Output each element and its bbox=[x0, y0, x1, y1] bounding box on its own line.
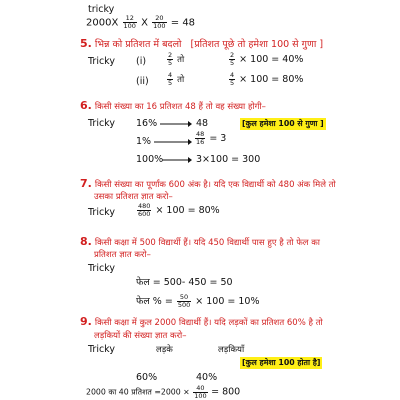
top-fraction-2: $\frac{20}{100}$ bbox=[153, 14, 166, 30]
q9-tricky: Tricky bbox=[88, 344, 115, 355]
q5-ii-given: $\frac{4}{5}$ तो bbox=[168, 71, 185, 87]
q9-line1: किसी कक्षा में कुल 2000 विद्यार्थी हैं। यदि लड़कों का प्रतिशत 60% है तो bbox=[94, 318, 323, 328]
q5-i-result: $\frac{2}{5}$ × 100 = 40% bbox=[230, 51, 304, 67]
q9-col-boys: लड़के bbox=[156, 345, 173, 355]
arrow-icon bbox=[160, 123, 192, 127]
q5-i-label: (i) bbox=[136, 56, 147, 67]
q5-heading bbox=[80, 38, 323, 51]
q6-heading bbox=[80, 100, 266, 113]
q5-ii-result: $\frac{4}{5}$ × 100 = 80% bbox=[230, 71, 304, 87]
q5-ii-label: (ii) bbox=[136, 76, 149, 87]
q9-heading bbox=[80, 316, 323, 329]
q7-number: 7. bbox=[80, 177, 92, 190]
q5-number: 5. bbox=[80, 37, 92, 50]
q9-number: 9. bbox=[80, 315, 92, 328]
q6-title: किसी संख्या का 16 प्रतिशत 48 हैं तो वह संख्या होगी– bbox=[94, 102, 266, 112]
q6-line3-right: 3×100 = 300 bbox=[196, 154, 261, 165]
q6-line2-right: $\frac{48}{16}$ = 3 bbox=[196, 130, 227, 146]
arrow-icon bbox=[162, 159, 192, 163]
q6-number: 6. bbox=[80, 99, 92, 112]
q9-calculation: 2000 का 40 प्रतिशत =2000 × $\frac{40}{100}$ = 800 bbox=[86, 384, 241, 400]
q9-percent-boys: 60% bbox=[136, 372, 158, 383]
q6-line1-right: 48 bbox=[196, 118, 209, 129]
top-calculation: 2000X $\frac{12}{100}$ X $\frac{20}{100}$ = 48 bbox=[86, 14, 196, 30]
q6-line3-left: 100% bbox=[136, 154, 164, 165]
q9-highlight-note: [कुल हमेशा 100 होता है] bbox=[242, 358, 321, 367]
q8-fail-line: फेल = 500- 450 = 50 bbox=[136, 277, 233, 288]
q5-i-given: $\frac{2}{5}$ तो bbox=[168, 51, 185, 67]
q8-heading bbox=[80, 236, 320, 249]
q5-note: [प्रतिशत पूछे तो हमेशा 100 से गुणा ] bbox=[190, 39, 324, 50]
q7-tricky: Tricky bbox=[88, 207, 115, 218]
q8-tricky: Tricky bbox=[88, 263, 115, 274]
arrow-icon bbox=[154, 141, 192, 145]
q9-line2: लड़कियों की संख्या ज्ञात करो– bbox=[94, 331, 187, 341]
q8-line2: प्रतिशत ज्ञात करो– bbox=[94, 250, 151, 260]
q6-highlight-note: [कुल हमेशा 100 से गुणा ] bbox=[242, 119, 324, 128]
q7-line2: उसका प्रतिशत ज्ञात करो– bbox=[94, 192, 173, 202]
q6-line2-left: 1% bbox=[136, 136, 152, 147]
q7-heading bbox=[80, 178, 336, 191]
q9-col-girls: लड़कियाँ bbox=[218, 345, 245, 355]
q6-tricky: Tricky bbox=[88, 118, 115, 129]
q7-line1: किसी संख्या का पूर्णांक 600 अंक है। यदि एक विद्यार्थी को 480 अंक मिले तो bbox=[94, 180, 336, 190]
q6-line1-left: 16% bbox=[136, 118, 158, 129]
q7-calculation: $\frac{480}{600}$ × 100 = 80% bbox=[138, 202, 220, 218]
q5-title: भिन्न को प्रतिशत में बदलो bbox=[94, 39, 182, 50]
top-fraction-1: $\frac{12}{100}$ bbox=[123, 14, 136, 30]
q8-number: 8. bbox=[80, 235, 92, 248]
q9-percent-girls: 40% bbox=[196, 372, 218, 383]
q8-percent-line: फेल % = $\frac{50}{500}$ × 100 = 10% bbox=[136, 293, 260, 309]
top-tricky: tricky bbox=[88, 4, 115, 15]
q8-line1: किसी कक्षा में 500 विद्यार्थी हैं। यदि 450 विद्यार्थी पास हुए है तो फेल का bbox=[94, 238, 320, 248]
q5-tricky: Tricky bbox=[88, 56, 115, 67]
